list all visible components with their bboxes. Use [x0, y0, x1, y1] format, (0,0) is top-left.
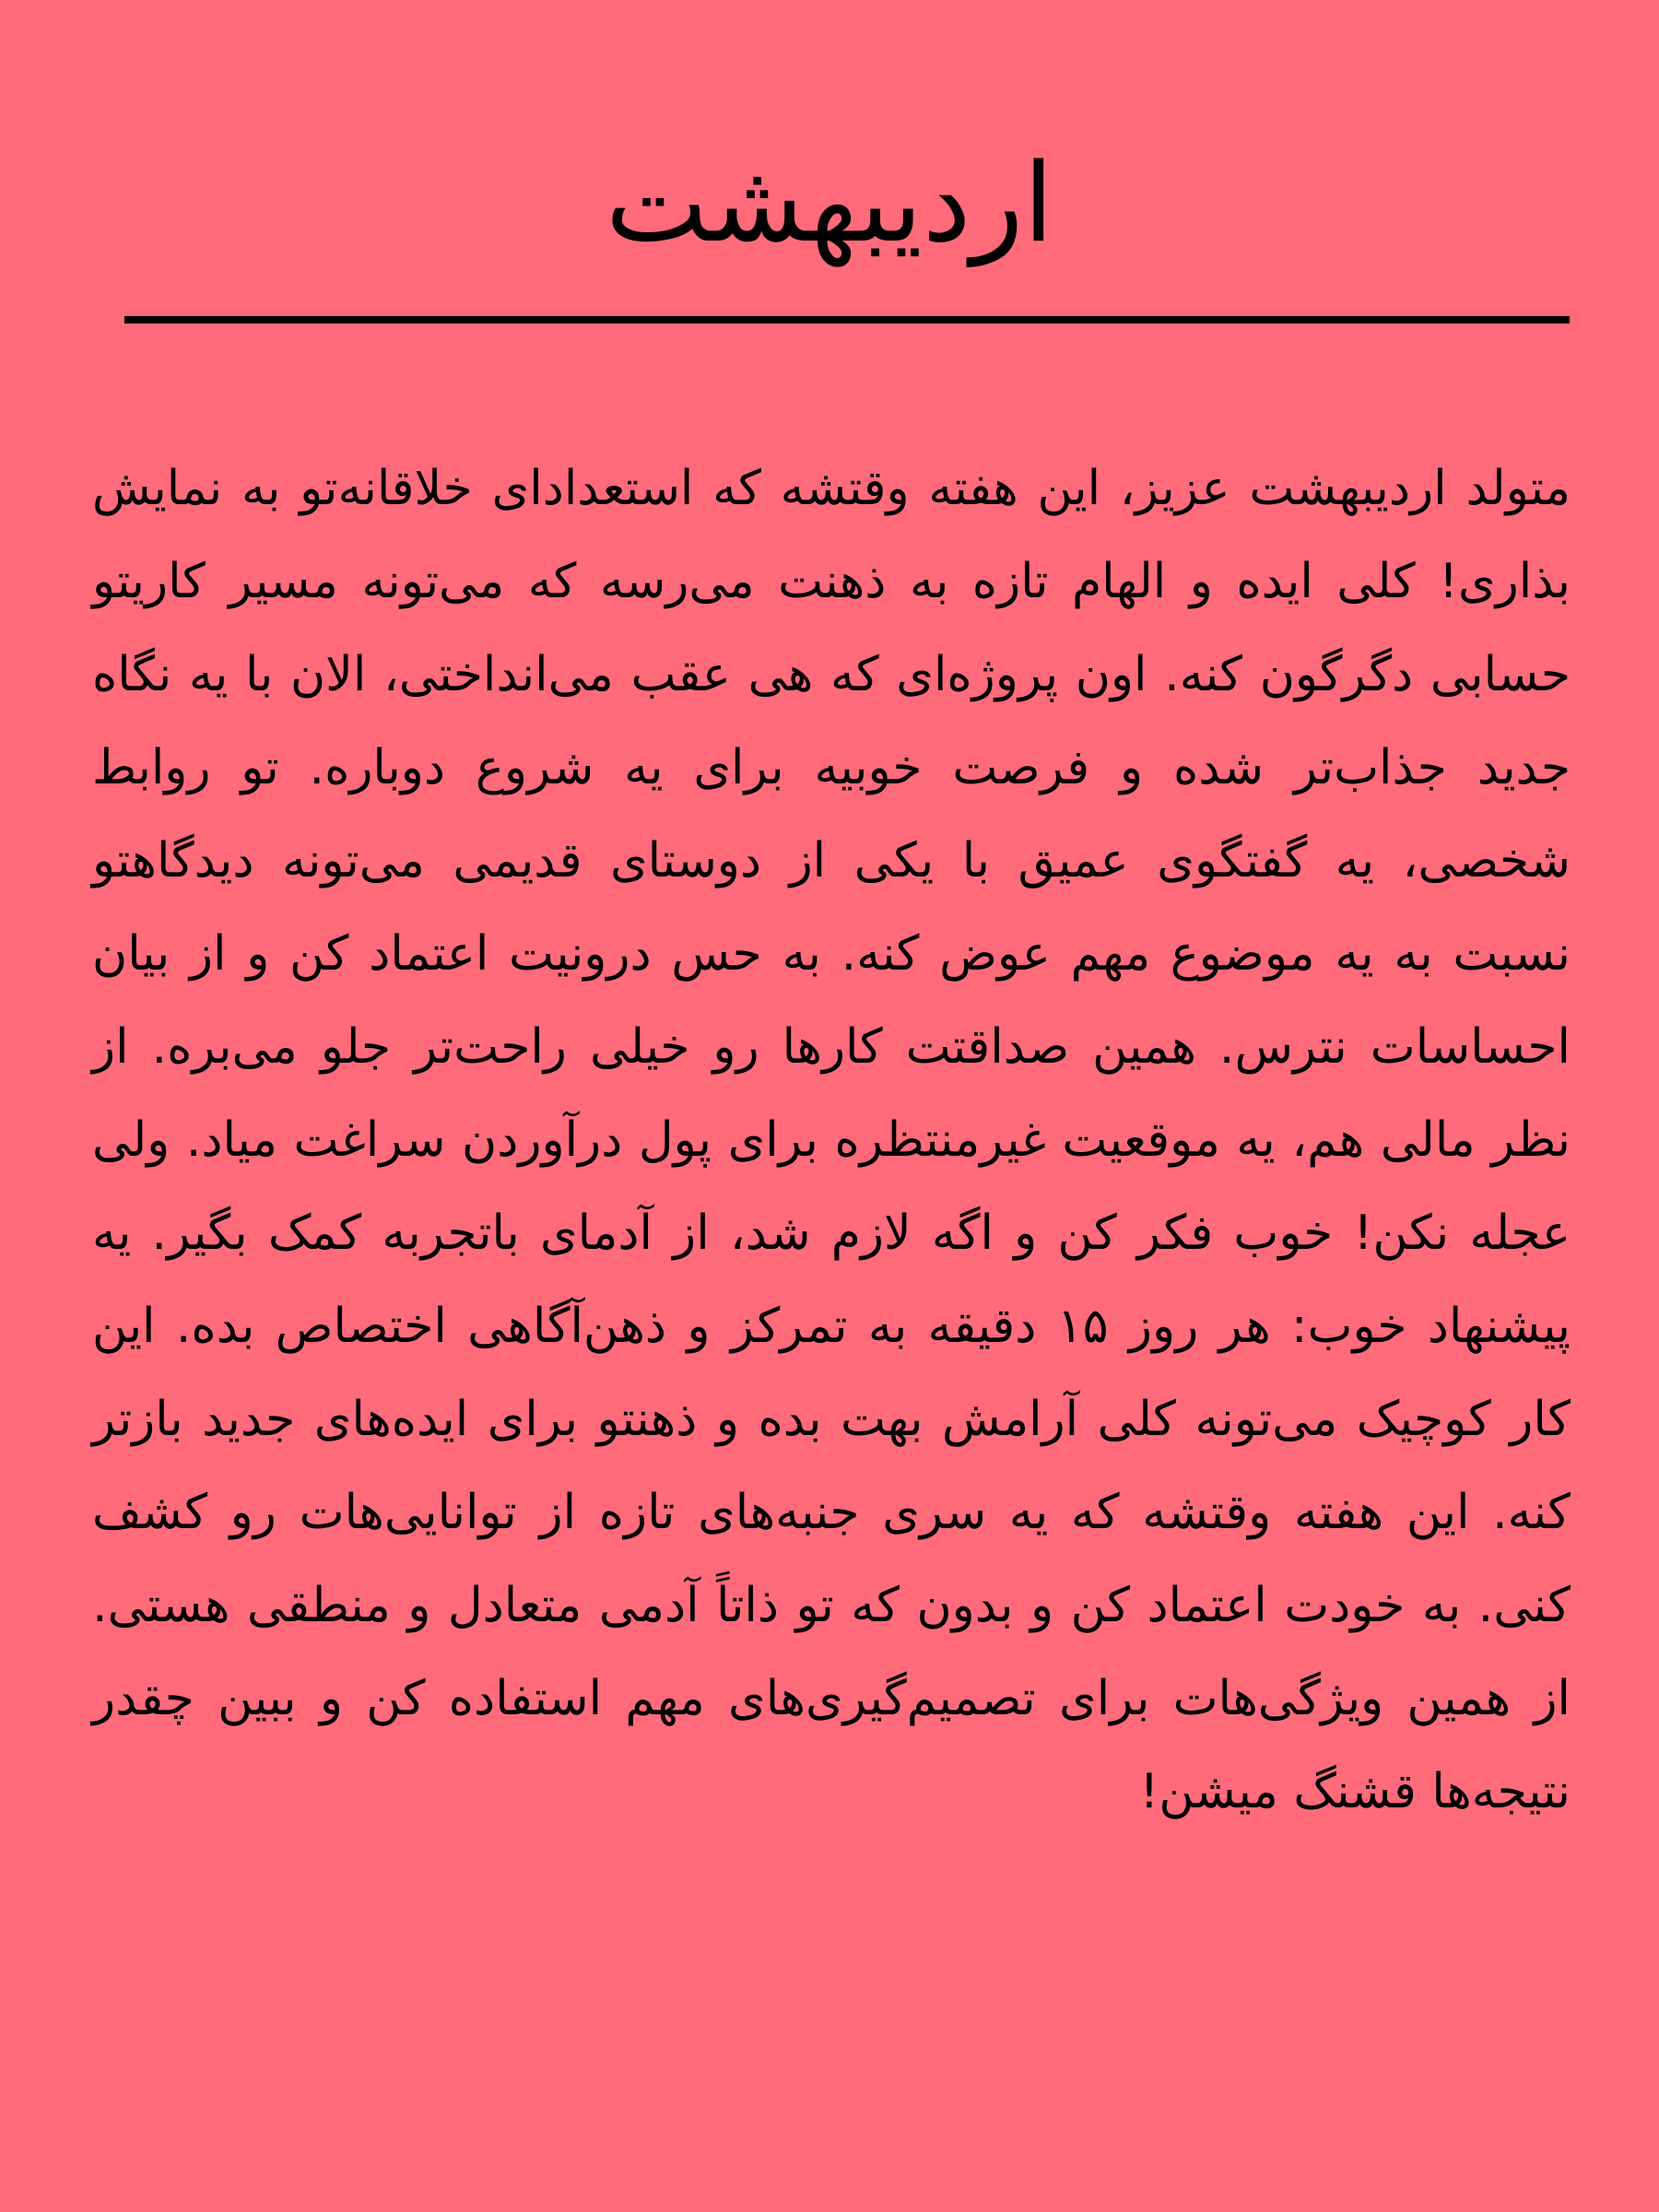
horoscope-body-text: متولد اردیبهشت عزیز، این هفته وقتشه که استعدادای خلاقانه‌تو به نمایش بذاری! کلی ایده و الهام تازه به ذهنت می‌رسه که می‌تونه مسیر کاریتو حسابی دگرگون کنه. اون پروژه‌ای که هی عقب می‌انداختی، الان با یه نگاه جدید جذاب‌تر شده و فرصت خوبیه برای یه شروع دوباره. تو روابط شخصی، یه گفتگوی عمیق با یکی از دوستای قدیمی می‌تونه دیدگاهتو نسبت به یه موضوع مهم عوض کنه. به حس درونیت اعتماد کن و از بیان احساسات نترس. همین صداقتت کارها رو خیلی راحت‌تر جلو می‌بره. از نظر مالی هم، یه موقعیت غیرمنتظره برای پول درآوردن سراغت میاد. ولی عجله نکن! خوب فکر کن و اگه لازم شد، از آدمای باتجربه کمک بگیر. یه پیشنهاد خوب: هر روز ۱۵ دقیقه به تمرکز و ذهن‌آگاهی اختصاص بده. این کار کوچیک می‌تونه کلی آرامش بهت بده و ذهنتو برای ایده‌های جدید بازتر کنه. این هفته وقتشه که یه سری جنبه‌های تازه از توانایی‌هات رو کشف کنی. به خودت اعتماد کن و بدون که تو ذاتاً آدمی متعادل و منطقی هستی. از همین ویژگی‌هات برای تصمیم‌گیری‌های مهم استفاده کن و ببین چقدر نتیجه‌ها قشنگ میشن! — [92, 461, 1571, 1819]
page-title: اردیبهشت — [605, 139, 1054, 266]
title-divider — [124, 316, 1570, 324]
